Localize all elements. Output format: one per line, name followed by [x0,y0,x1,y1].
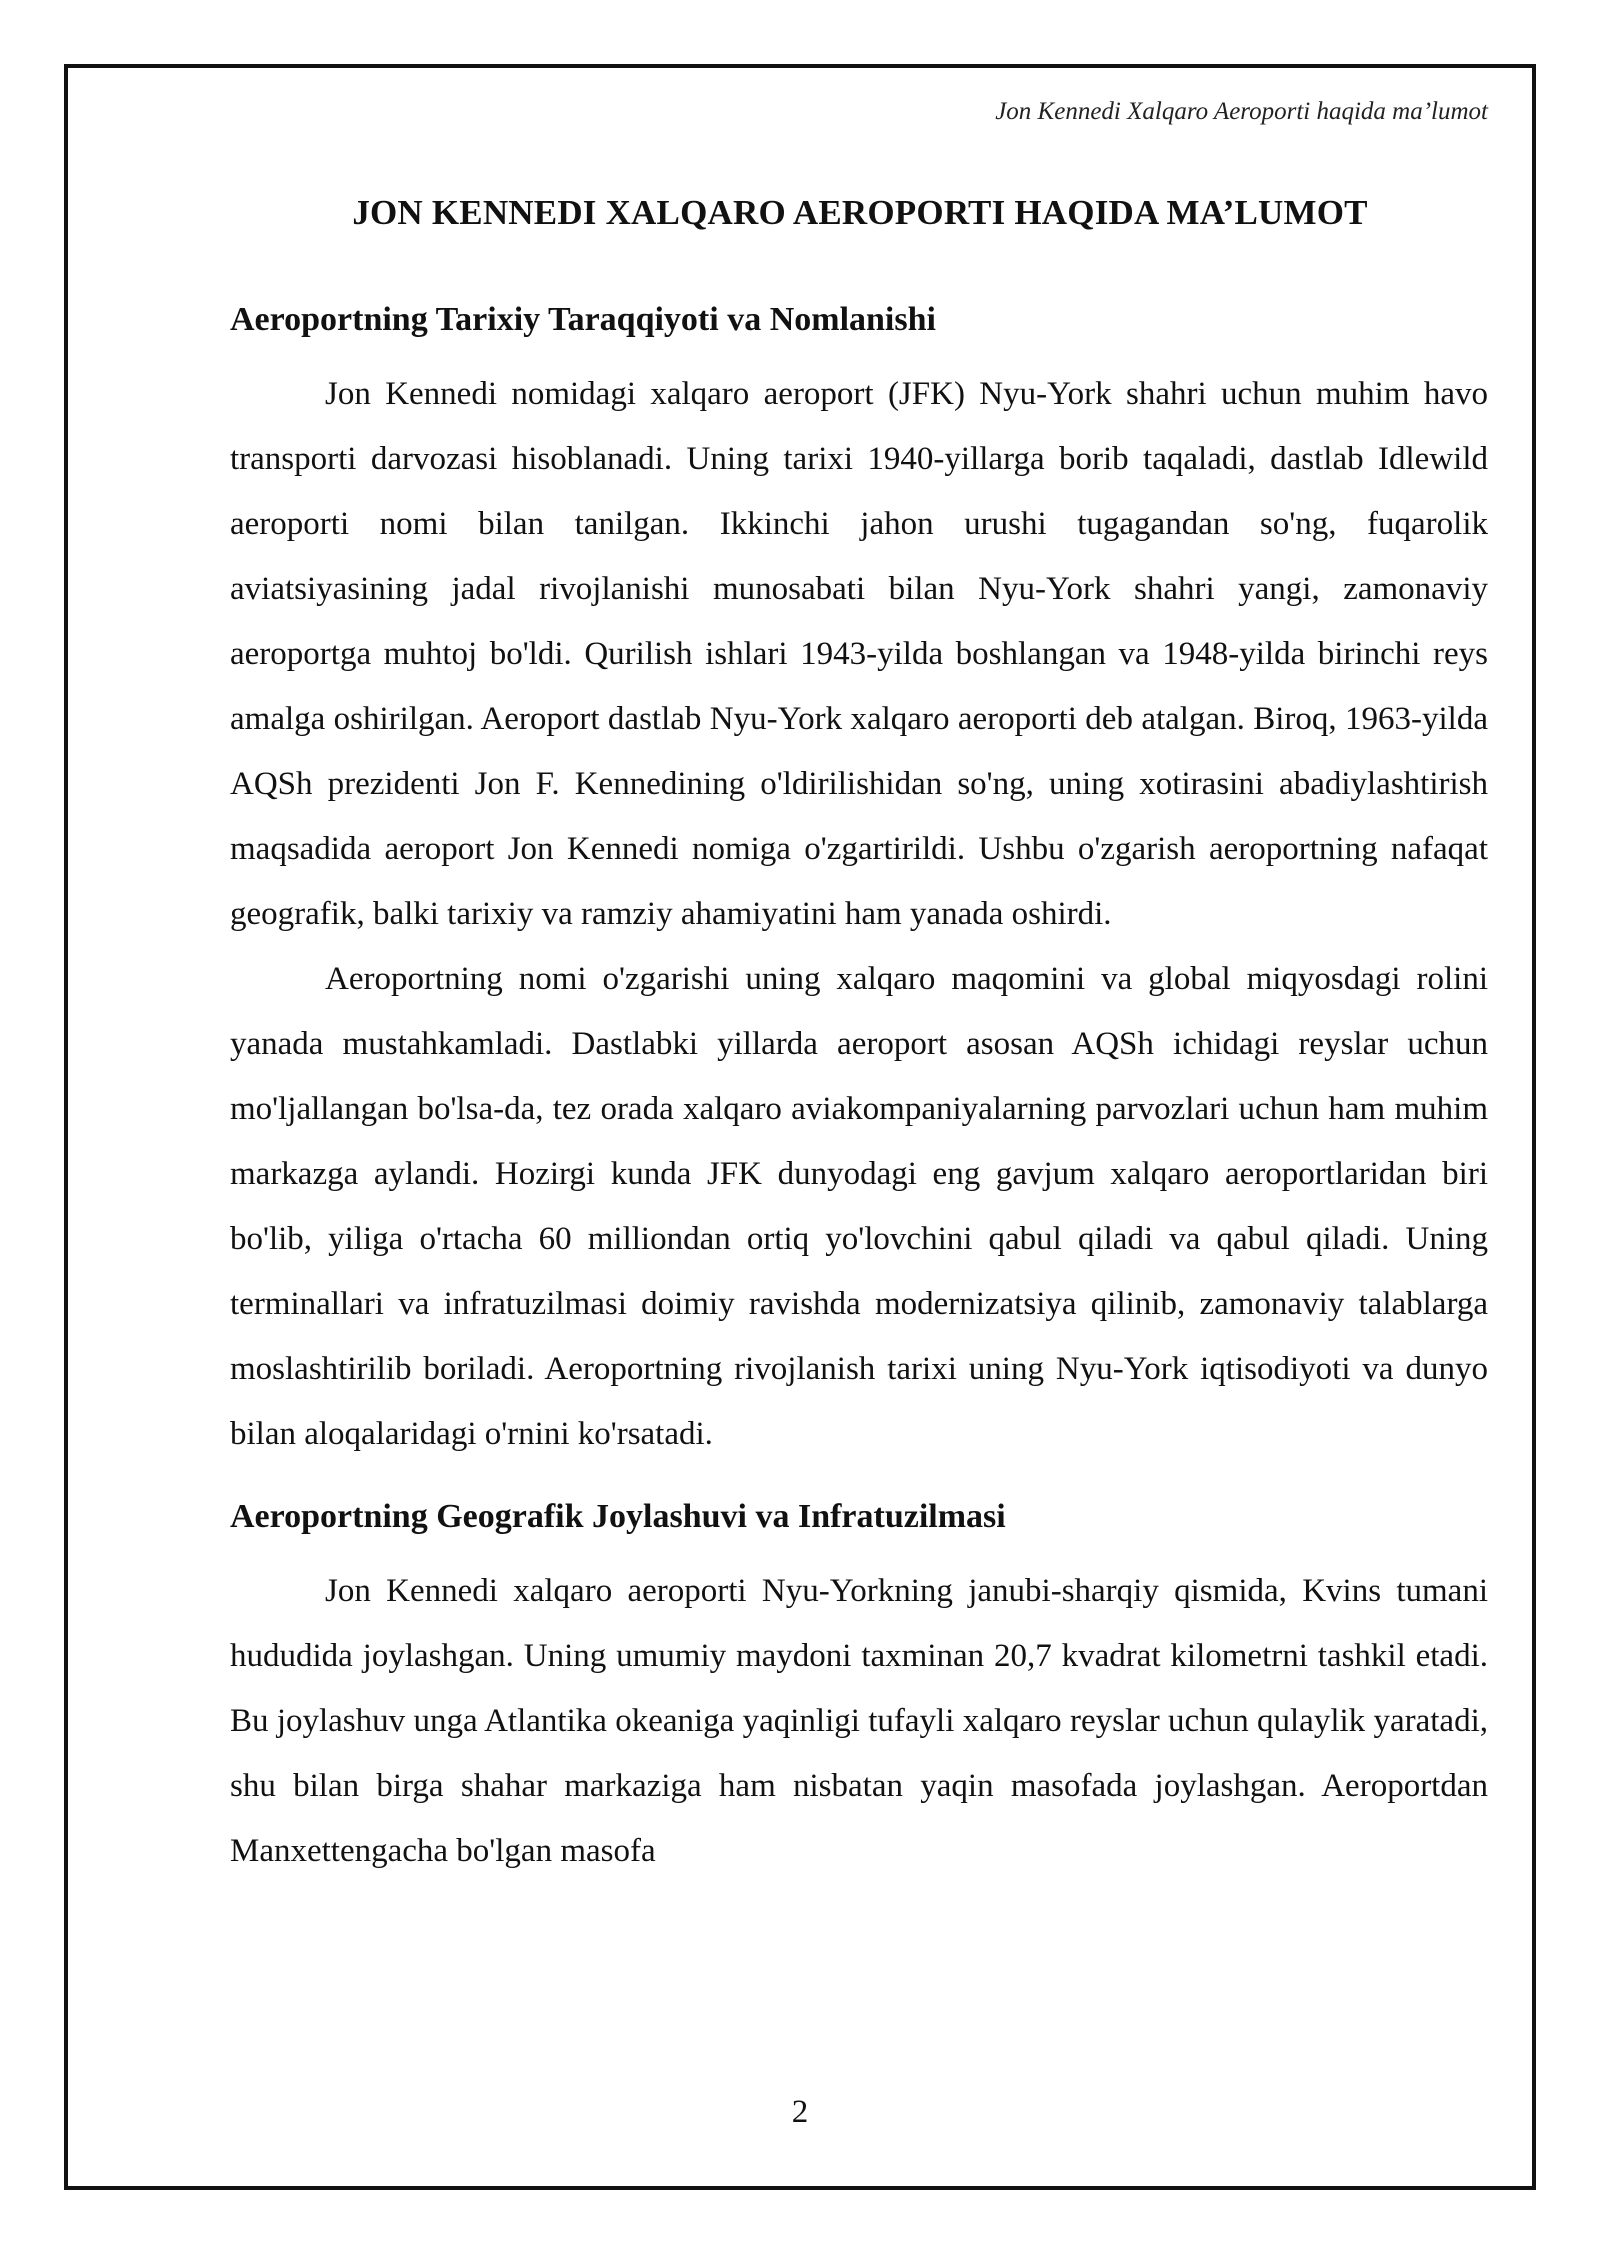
paragraph: Aeroportning nomi o'zgarishi uning xalqaro maqomini va global miqyosdagi rolini yanada mustahkamladi. Dastlabki yillarda aeroport asosan AQSh ichidagi reyslar uchun mo'ljallangan bo'lsa-da, tez orada xalqaro aviakompaniyalarning parvozlari uchun ham muhim markazga aylandi. Hozirgi kunda JFK dunyodagi eng gavjum xalqaro aeroportlaridan biri bo'lib, yiliga o'rtacha 60 milliondan ortiq yo'lovchini qabul qiladi va qabul qiladi. Uning terminallari va infratuzilmasi doimiy ravishda modernizatsiya qilinib, zamonaviy talablarga moslashtirilib boriladi. Aeroportning rivojlanish tarixi uning Nyu-York iqtisodiyoti va dunyo bilan aloqalaridagi o'rnini ko'rsatadi. [230,961,1488,1452]
section-heading-history: Aeroportning Tarixiy Taraqqiyoti va Nomlanishi [230,301,936,338]
paragraph: Jon Kennedi nomidagi xalqaro aeroport (JFK) Nyu-York shahri uchun muhim havo transporti darvozasi hisoblanadi. Uning tarixi 1940-yillarga borib taqaladi, dastlab Idlewild aeroporti nomi bilan tanilgan. Ikkinchi jahon urushi tugagandan so'ng, fuqarolik aviatsiyasining jadal rivojlanishi munosabati bilan Nyu-York shahri yangi, zamonaviy aeroportga muhtoj bo'ldi. Qurilish ishlari 1943-yilda boshlangan va 1948-yilda birinchi reys amalga oshirilgan. Aeroport dastlab Nyu-York xalqaro aeroporti deb atalgan. Biroq, 1963-yilda AQSh prezidenti Jon F. Kennedining o'ldirilishidan so'ng, uning xotirasini abadiylashtirish maqsadida aeroport Jon Kennedi nomiga o'zgartirildi. Ushbu o'zgarish aeroportning nafaqat geografik, balki tarixiy va ramziy ahamiyatini ham yanada oshirdi. [230,376,1488,932]
running-header: Jon Kennedi Xalqaro Aeroporti haqida ma’lumot [995,98,1488,125]
page-number: 2 [791,2094,809,2130]
paragraph: Jon Kennedi xalqaro aeroporti Nyu-Yorkning janubi-sharqiy qismida, Kvins tumani hududida joylashgan. Uning umumiy maydoni taxminan 20,7 kvadrat kilometrni tashkil etadi. Bu joylashuv unga Atlantika okeaniga yaqinligi tufayli xalqaro reyslar uchun qulaylik yaratadi, shu bilan birga shahar markaziga ham nisbatan yaqin masofada joylashgan. Aeroportdan Manxettengacha bo'lgan masofa [230,1573,1488,1869]
document-body [230,290,1488,1884]
section-heading-geography: Aeroportning Geografik Joylashuvi va Infratuzilmasi [230,1498,1006,1535]
document-title: JON KENNEDI XALQARO AEROPORTI HAQIDA MA’LUMOT [352,193,1368,232]
